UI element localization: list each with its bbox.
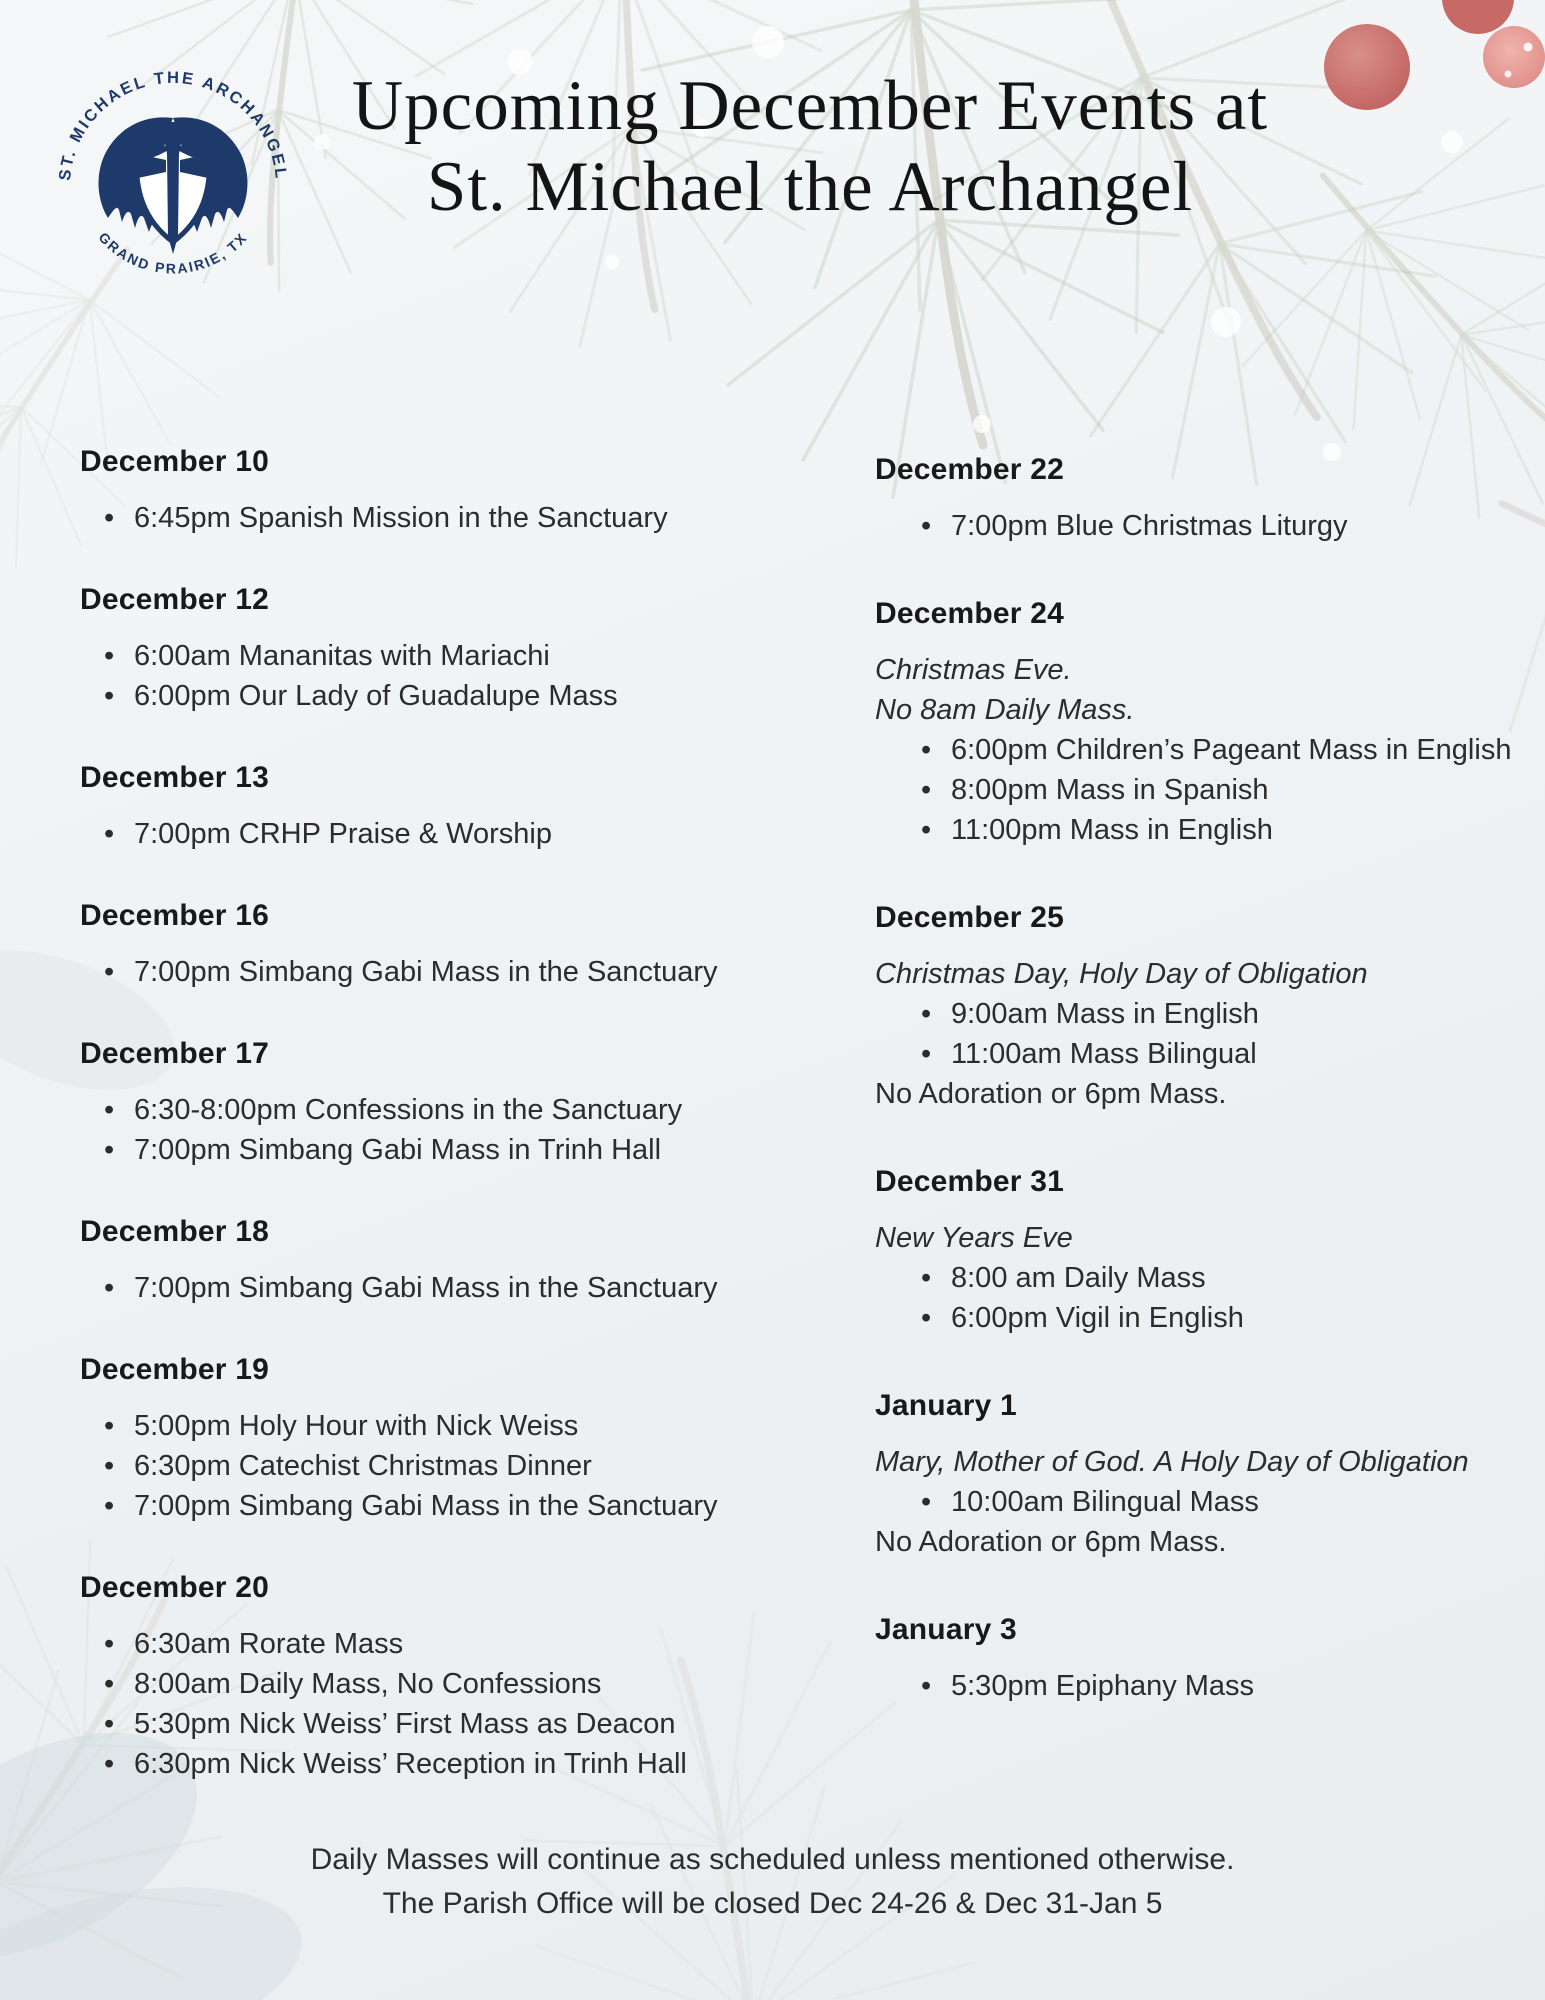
event-item: • 6:30pm Nick Weiss’ Reception in Trinh Hall: [80, 1744, 720, 1784]
logo-emblem: [99, 117, 248, 254]
event-note: No Adoration or 6pm Mass.: [875, 1526, 1227, 1558]
event-section: [80, 582, 720, 716]
event-item: • 7:00pm CRHP Praise & Worship: [80, 814, 720, 854]
event-list: [875, 1482, 1540, 1522]
logo-arc-bottom-text: GRAND PRAIRIE, TX: [95, 228, 251, 277]
event-item: • 7:00pm Simbang Gabi Mass in the Sanctuary: [80, 1486, 720, 1526]
event-note-italic: Mary, Mother of God. A Holy Day of Obligation: [875, 1446, 1469, 1478]
event-list: [80, 498, 720, 538]
event-item: • 5:30pm Epiphany Mass: [875, 1666, 1540, 1706]
event-list: [80, 1268, 720, 1308]
footer-line1: Daily Masses will continue as scheduled unless mentioned otherwise.: [310, 1843, 1235, 1876]
event-section: [80, 898, 720, 992]
event-list: [80, 1406, 720, 1526]
event-list: [875, 994, 1540, 1074]
event-section: [875, 1612, 1540, 1706]
event-item: • 11:00am Mass Bilingual: [875, 1034, 1540, 1074]
event-item: • 11:00pm Mass in English: [875, 810, 1540, 850]
event-item: • 6:00pm Vigil in English: [875, 1298, 1540, 1338]
event-list: [80, 1090, 720, 1170]
event-item: • 6:00pm Children’s Pageant Mass in English: [875, 730, 1540, 770]
event-item: • 9:00am Mass in English: [875, 994, 1540, 1034]
event-item: • 6:30-8:00pm Confessions in the Sanctuary: [80, 1090, 720, 1130]
event-item: • 8:00 am Daily Mass: [875, 1258, 1540, 1298]
left-column: [80, 444, 720, 1828]
event-note-italic: New Years Eve: [875, 1222, 1073, 1254]
event-date-heading: December 20: [80, 1571, 269, 1604]
event-list: [80, 952, 720, 992]
event-item: • 6:00am Mananitas with Mariachi: [80, 636, 720, 676]
logo-arc-top-text: ST. MICHAEL THE ARCHANGEL: [55, 68, 290, 182]
event-item: • 8:00pm Mass in Spanish: [875, 770, 1540, 810]
event-item: • 7:00pm Blue Christmas Liturgy: [875, 506, 1540, 546]
event-date-heading: December 31: [875, 1165, 1064, 1198]
event-date-heading: December 24: [875, 597, 1064, 630]
event-section: [80, 1036, 720, 1170]
event-item: • 5:30pm Nick Weiss’ First Mass as Deacon: [80, 1704, 720, 1744]
event-item: • 7:00pm Simbang Gabi Mass in the Sanctuary: [80, 1268, 720, 1308]
event-item: • 6:00pm Our Lady of Guadalupe Mass: [80, 676, 720, 716]
event-date-heading: December 25: [875, 901, 1064, 934]
event-item: • 6:45pm Spanish Mission in the Sanctuary: [80, 498, 720, 538]
event-list: [80, 1624, 720, 1784]
event-list: [875, 1258, 1540, 1338]
event-date-heading: December 16: [80, 899, 269, 932]
event-section: [875, 596, 1540, 850]
event-section: [80, 444, 720, 538]
event-date-heading: December 17: [80, 1037, 269, 1070]
event-date-heading: December 22: [875, 453, 1064, 486]
event-section: [80, 760, 720, 854]
event-list: [875, 506, 1540, 546]
event-item: • 8:00am Daily Mass, No Confessions: [80, 1664, 720, 1704]
event-date-heading: December 10: [80, 445, 269, 478]
event-list: [80, 636, 720, 716]
event-note: No Adoration or 6pm Mass.: [875, 1078, 1227, 1110]
event-date-heading: December 12: [80, 583, 269, 616]
event-note-italic: Christmas Eve.: [875, 654, 1072, 686]
event-section: [80, 1570, 720, 1784]
event-list: [875, 1666, 1540, 1706]
event-date-heading: January 3: [875, 1613, 1017, 1646]
event-date-heading: December 18: [80, 1215, 269, 1248]
event-list: [875, 730, 1540, 850]
event-item: • 6:30pm Catechist Christmas Dinner: [80, 1446, 720, 1486]
event-date-heading: December 13: [80, 761, 269, 794]
event-date-heading: January 1: [875, 1389, 1017, 1422]
event-note-italic: No 8am Daily Mass.: [875, 694, 1135, 726]
event-item: • 6:30am Rorate Mass: [80, 1624, 720, 1664]
page-title: [250, 66, 1370, 228]
event-list: [80, 814, 720, 854]
right-column: [875, 452, 1540, 1756]
flyer-footer: [0, 1838, 1545, 1926]
event-item: • 10:00am Bilingual Mass: [875, 1482, 1540, 1522]
event-item: • 5:00pm Holy Hour with Nick Weiss: [80, 1406, 720, 1446]
event-item: • 7:00pm Simbang Gabi Mass in the Sanctuary: [80, 952, 720, 992]
event-section: [80, 1214, 720, 1308]
event-section: [875, 900, 1540, 1114]
page-title-line2: St. Michael the Archangel: [426, 148, 1194, 226]
footer-line2: The Parish Office will be closed Dec 24-26 & Dec 31-Jan 5: [382, 1887, 1163, 1920]
event-section: [875, 1164, 1540, 1338]
event-section: [80, 1352, 720, 1526]
page-title-line1: Upcoming December Events at: [351, 67, 1269, 145]
event-note-italic: Christmas Day, Holy Day of Obligation: [875, 958, 1368, 990]
event-date-heading: December 19: [80, 1353, 269, 1386]
event-section: [875, 1388, 1540, 1562]
event-item: • 7:00pm Simbang Gabi Mass in Trinh Hall: [80, 1130, 720, 1170]
event-section: [875, 452, 1540, 546]
